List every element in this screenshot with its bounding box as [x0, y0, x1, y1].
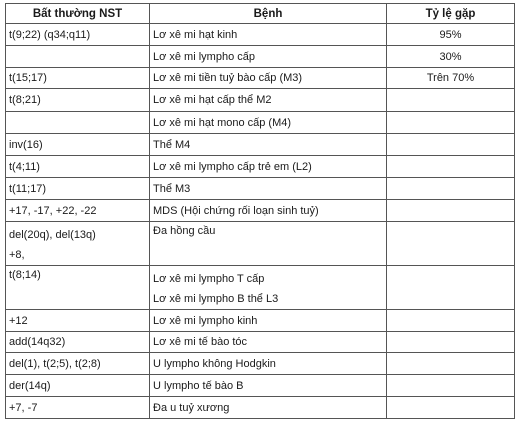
table-header: [6, 4, 515, 24]
abnormality-line: +8,: [9, 249, 25, 261]
abnormality-cell: add(14q32): [6, 332, 150, 353]
rate-cell: [387, 375, 515, 397]
rate-cell: [387, 134, 515, 156]
rate-cell: [387, 178, 515, 200]
rate-cell: [387, 200, 515, 222]
disease-cell: Đa hồng cầu: [150, 222, 387, 266]
abnormality-cell: [6, 46, 150, 68]
disease-cell: U lympho không Hodgkin: [150, 353, 387, 375]
abnormality-line: del(20q), del(13q): [9, 229, 96, 241]
rate-cell: [387, 112, 515, 134]
header-disease: Bệnh: [150, 4, 387, 24]
abnormality-cell: t(8;21): [6, 89, 150, 112]
disease-cell: Lơ xê mi lympho cấp trẻ em (L2): [150, 156, 387, 178]
rate-cell: [387, 89, 515, 112]
abnormality-cell: +7, -7: [6, 397, 150, 419]
disease-cell: Lơ xê mi tế bào tóc: [150, 332, 387, 353]
abnormality-cell: t(8;14): [6, 266, 150, 310]
table-row: [6, 178, 515, 200]
abnormality-cell: der(14q): [6, 375, 150, 397]
rate-cell: [387, 310, 515, 332]
disease-line: Lơ xê mi lympho T cấp: [153, 273, 265, 285]
table-row: [6, 46, 515, 68]
disease-cell: MDS (Hội chứng rối loạn sinh tuỷ): [150, 200, 387, 222]
table-body: [6, 24, 515, 419]
disease-cell: Lơ xê mi hạt cấp thể M2: [150, 89, 387, 112]
rate-cell: 95%: [387, 24, 515, 46]
disease-line: Lơ xê mi lympho B thể L3: [153, 293, 279, 305]
rate-cell: 30%: [387, 46, 515, 68]
abnormality-cell: +12: [6, 310, 150, 332]
abnormality-cell: t(4;11): [6, 156, 150, 178]
table-row: [6, 200, 515, 222]
table-row: [6, 266, 515, 310]
abnormality-cell: t(9;22) (q34;q11): [6, 24, 150, 46]
abnormality-cell: +17, -17, +22, -22: [6, 200, 150, 222]
table-row: [6, 332, 515, 353]
table-row: [6, 156, 515, 178]
rate-cell: [387, 222, 515, 266]
rate-cell: [387, 397, 515, 419]
rate-cell: Trên 70%: [387, 68, 515, 89]
table-row: [6, 89, 515, 112]
disease-cell: Lơ xê mi lympho kinh: [150, 310, 387, 332]
table-row: [6, 310, 515, 332]
rate-cell: [387, 332, 515, 353]
abnormality-cell: t(11;17): [6, 178, 150, 200]
abnormality-cell: inv(16): [6, 134, 150, 156]
table-row: [6, 222, 515, 266]
abnormality-cell: [6, 112, 150, 134]
disease-cell: Thể M4: [150, 134, 387, 156]
header-rate: Tỷ lệ gặp: [387, 4, 515, 24]
abnormality-cell: del(1), t(2;5), t(2;8): [6, 353, 150, 375]
chromosome-abnormality-table: [5, 3, 515, 419]
disease-cell: Lơ xê mi lympho cấp: [150, 46, 387, 68]
table-row: [6, 353, 515, 375]
table-row: [6, 134, 515, 156]
disease-cell: Lơ xê mi hạt kinh: [150, 24, 387, 46]
disease-cell: Lơ xê mi hạt mono cấp (M4): [150, 112, 387, 134]
disease-cell: Đa u tuỷ xương: [150, 397, 387, 419]
abnormality-cell: [6, 222, 150, 266]
rate-cell: [387, 156, 515, 178]
disease-cell: Thể M3: [150, 178, 387, 200]
table-row: [6, 397, 515, 419]
header-abnormality: Bất thường NST: [6, 4, 150, 24]
table-row: [6, 375, 515, 397]
disease-cell: [150, 266, 387, 310]
header-row: [6, 4, 515, 24]
table-row: [6, 24, 515, 46]
disease-cell: Lơ xê mi tiền tuỷ bào cấp (M3): [150, 68, 387, 89]
rate-cell: [387, 353, 515, 375]
table-row: [6, 68, 515, 89]
disease-cell: U lympho tế bào B: [150, 375, 387, 397]
table-row: [6, 112, 515, 134]
abnormality-cell: t(15;17): [6, 68, 150, 89]
rate-cell: [387, 266, 515, 310]
